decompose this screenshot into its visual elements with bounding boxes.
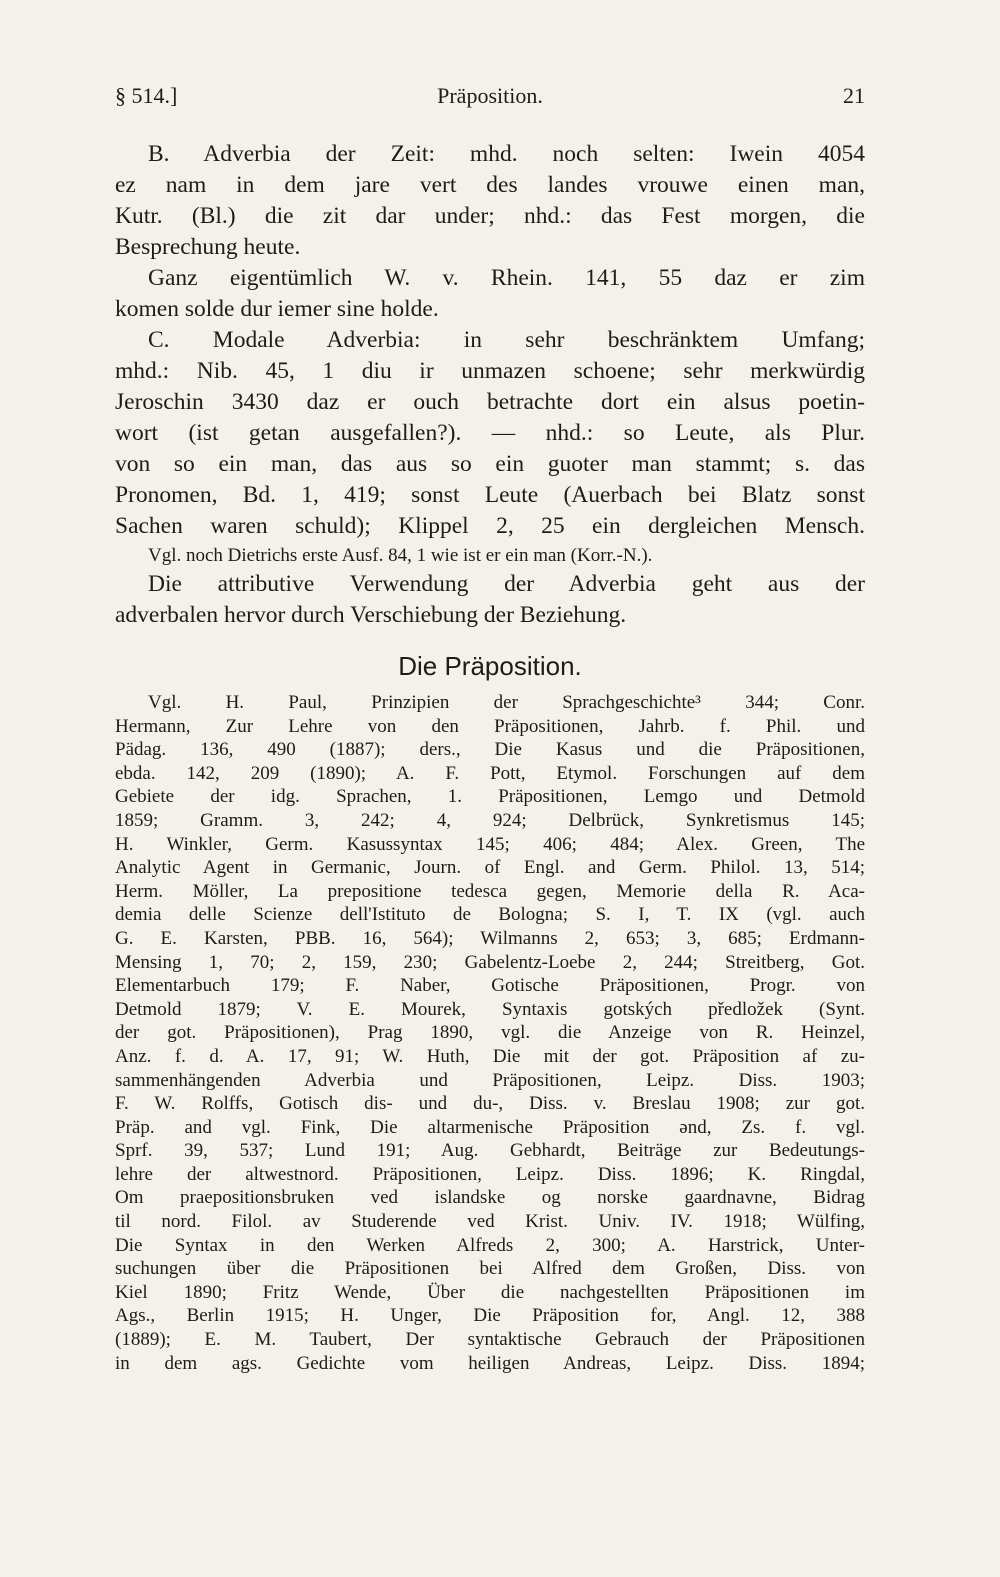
bibliography-line: Detmold 1879; V. E. Mourek, Syntaxis gotských předložek (Synt. bbox=[115, 998, 865, 1020]
text-line: wort (ist getan ausgefallen?). — nhd.: so Leute, als Plur. bbox=[115, 420, 865, 446]
page-body bbox=[115, 139, 865, 1375]
text-line: C. Modale Adverbia: in sehr beschränktem Umfang; bbox=[148, 327, 865, 353]
page-number: 21 bbox=[843, 83, 865, 108]
bibliography-line: Herm. Möller, La prepositione tedesca gegen, Memorie della R. Aca- bbox=[115, 880, 865, 902]
bibliography-line: Kiel 1890; Fritz Wende, Über die nachgestellten Präpositionen im bbox=[115, 1281, 865, 1303]
bibliography-line: Hermann, Zur Lehre von den Präpositionen, Jahrb. f. Phil. und bbox=[115, 715, 865, 737]
text-line: Kutr. (Bl.) die zit dar under; nhd.: das Fest morgen, die bbox=[115, 203, 865, 229]
bibliography-line: Om praepositionsbruken ved islandske og norske gaardnavne, Bidrag bbox=[115, 1187, 865, 1209]
bibliography-line: Anz. f. d. A. 17, 91; W. Huth, Die mit der got. Präposition af zu- bbox=[115, 1045, 865, 1067]
text-line: Die attributive Verwendung der Adverbia geht aus der bbox=[148, 571, 865, 597]
bibliography-line: Vgl. H. Paul, Prinzipien der Sprachgeschichte³ 344; Conr. bbox=[148, 692, 865, 713]
text-line: Jeroschin 3430 daz er ouch betrachte dort ein alsus poetin- bbox=[115, 389, 865, 415]
bibliography-line: F. W. Rolffs, Gotisch dis- und du-, Diss. v. Breslau 1908; zur got. bbox=[115, 1093, 865, 1115]
bibliography-line: Analytic Agent in Germanic, Journ. of Engl. and Germ. Philol. 13, 514; bbox=[115, 857, 865, 879]
bibliography-line: sammenhängenden Adverbia und Präpositionen, Leipz. Diss. 1903; bbox=[115, 1069, 865, 1091]
text-line: adverbalen hervor durch Verschiebung der Beziehung. bbox=[115, 602, 627, 628]
text-line: von so ein man, das aus so ein guoter man stammt; s. das bbox=[115, 451, 865, 477]
paragraph-modale-adverbia bbox=[115, 325, 865, 542]
bibliography-line: (1889); E. M. Taubert, Der syntaktische Gebrauch der Präpositionen bbox=[115, 1329, 865, 1351]
text-line: Besprechung heute. bbox=[115, 234, 301, 260]
bibliography-line: der got. Präpositionen), Prag 1890, vgl. die Anzeige von R. Heinzel, bbox=[115, 1022, 865, 1044]
bibliography-line: Pädag. 136, 490 (1887); ders., Die Kasus und die Präpositionen, bbox=[115, 739, 865, 761]
section-number: § 514.] bbox=[115, 83, 178, 108]
bibliography-line: H. Winkler, Germ. Kasussyntax 145; 406; 484; Alex. Green, The bbox=[115, 833, 865, 855]
bibliography-line: Ags., Berlin 1915; H. Unger, Die Präposition for, Angl. 12, 388 bbox=[115, 1305, 865, 1327]
paragraph-ganz-eigentuemlich bbox=[115, 263, 865, 325]
running-title: Präposition. bbox=[437, 83, 543, 108]
text-line: B. Adverbia der Zeit: mhd. noch selten: Iwein 4054 bbox=[148, 141, 865, 167]
paragraph-adverbia-der-zeit bbox=[115, 139, 865, 263]
bibliography-line: lehre der altwestnord. Präpositionen, Leipz. Diss. 1896; K. Ringdal, bbox=[115, 1163, 865, 1185]
bibliography-line: Die Syntax in den Werken Alfreds 2, 300; A. Harstrick, Unter- bbox=[115, 1234, 865, 1256]
bibliography-block bbox=[115, 691, 865, 1375]
bibliography-line: in dem ags. Gedichte vom heiligen Andreas, Leipz. Diss. 1894; bbox=[115, 1352, 865, 1374]
text-line: Ganz eigentümlich W. v. Rhein. 141, 55 daz er zim bbox=[148, 265, 865, 291]
text-line: ez nam in dem jare vert des landes vrouwe einen man, bbox=[115, 172, 865, 198]
bibliography-line: Präp. and vgl. Fink, Die altarmenische Präposition ənd, Zs. f. vgl. bbox=[115, 1116, 865, 1138]
bibliography-line: demia delle Scienze dell'Istituto de Bologna; S. I, T. IX (vgl. auch bbox=[115, 904, 865, 926]
bibliography-line: Mensing 1, 70; 2, 159, 230; Gabelentz-Loebe 2, 244; Streitberg, Got. bbox=[115, 951, 865, 973]
text-line: Sachen waren schuld); Klippel 2, 25 ein dergleichen Mensch. bbox=[115, 513, 865, 539]
bibliography-line: Sprf. 39, 537; Lund 191; Aug. Gebhardt, Beiträge zur Bedeutungs- bbox=[115, 1140, 865, 1162]
bibliography-line: 1859; Gramm. 3, 242; 4, 924; Delbrück, Synkretismus 145; bbox=[115, 809, 865, 831]
bibliography-line: suchungen über die Präpositionen bei Alfred dem Großen, Diss. von bbox=[115, 1258, 865, 1280]
paragraph-attributive-verwendung bbox=[115, 569, 865, 631]
correction-note: Vgl. noch Dietrichs erste Ausf. 84, 1 wie ist er ein man (Korr.-N.). bbox=[148, 545, 653, 566]
bibliography-line: til nord. Filol. av Studerende ved Krist. Univ. IV. 1918; Wülfing, bbox=[115, 1211, 865, 1233]
bibliography-line: Gebiete der idg. Sprachen, 1. Präpositionen, Lemgo und Detmold bbox=[115, 786, 865, 808]
text-line: komen solde dur iemer sine holde. bbox=[115, 296, 439, 322]
section-heading: Die Präposition. bbox=[398, 651, 582, 681]
bibliography-line: ebda. 142, 209 (1890); A. F. Pott, Etymol. Forschungen auf dem bbox=[115, 762, 865, 784]
bibliography-line: G. E. Karsten, PBB. 16, 564); Wilmanns 2, 653; 3, 685; Erdmann- bbox=[115, 927, 865, 949]
text-line: mhd.: Nib. 45, 1 diu ir unmazen schoene; sehr merkwürdig bbox=[115, 358, 865, 384]
running-header bbox=[115, 83, 865, 113]
bibliography-line: Elementarbuch 179; F. Naber, Gotische Präpositionen, Progr. von bbox=[115, 975, 865, 997]
text-line: Pronomen, Bd. 1, 419; sonst Leute (Auerbach bei Blatz sonst bbox=[115, 482, 865, 508]
